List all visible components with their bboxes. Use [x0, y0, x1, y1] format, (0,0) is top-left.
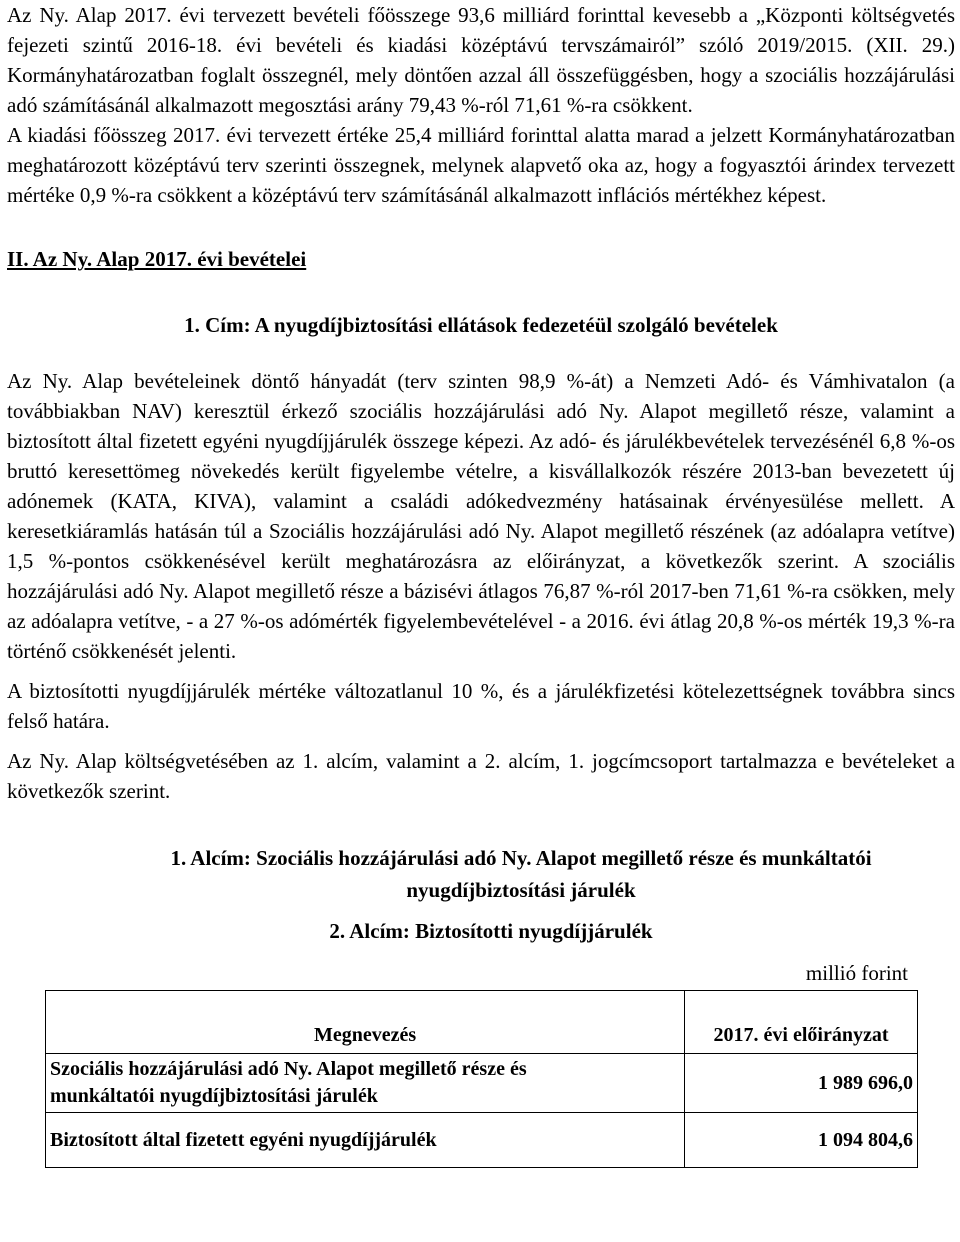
- subtitle-heading-1-line2: nyugdíjbiztosítási járulék: [406, 878, 636, 902]
- paragraph-expenditure-total: A kiadási főösszeg 2017. évi tervezett értéke 25,4 milliárd forinttal alatta marad a jelzett Kormányhatározatban meghatározott középtávú terv szerinti összegnek, melynek alapvető oka az, hogy a fogyasztói árindex tervezett mértéke 0,9 %-ra csökkent a középtávú terv számításánál alkalmazott inflációs mértékhez képest.: [7, 123, 955, 207]
- paragraph-revenue-structure: Az Ny. Alap bevételeinek döntő hányadát (terv szinten 98,9 %-át) a Nemzeti Adó- és Vámhivatalon (a továbbiakban NAV) keresztül érkező szociális hozzájárulási adó Ny. Alapot megillető része, valamint a biztosított által fizetett egyéni nyugdíjjárulék összege képezi. Az adó- és járulékbevételek tervezésénél 6,8 %-os bruttó keresettömeg növekedés került figyelembe vételre, a kisvállalkozók részére 2013-ban bevezetett új adónemek (KATA, KIVA), valamint a családi adókedvezmény hatásainak érvényesülése mellett. A keresetkiáramlás hatásán túl a Szociális hozzájárulási adó Ny. Alapot megillető részének (az adóalapra vetítve) 1,5 %-pontos csökkenésével került meghatározásra az előirányzat, a következők szerint. A szociális hozzájárulási adó Ny. Alapot megillető része a bázisévi átlagos 76,87 %-ról 2017-ben 71,61 %-ra csökken, mely az adóalapra vetítve, - a 27 %-os adómérték figyelembevételével - a 2016. évi átlag 20,8 %-os mérték 19,3 %-ra történő csökkenését jelenti.: [7, 369, 955, 663]
- row-name-cell: [46, 1054, 685, 1113]
- subtitle-heading-1-line1: 1. Alcím: Szociális hozzájárulási adó Ny. Alapot megillető része és munkáltatói: [170, 846, 872, 870]
- section-heading: II. Az Ny. Alap 2017. évi bevételei: [7, 247, 307, 271]
- row-value-cell: 1 094 804,6: [685, 1113, 918, 1168]
- paragraph-contribution-rate: A biztosítotti nyugdíjjárulék mértéke változatlanul 10 %, és a járulékfizetési kötelezettségnek továbbra sincs felső határa.: [7, 679, 955, 733]
- column-header-appropriation: 2017. évi előirányzat: [685, 991, 918, 1054]
- budget-table: [45, 990, 918, 1168]
- table-row: [46, 1113, 918, 1168]
- row-value-cell: 1 989 696,0: [685, 1054, 918, 1113]
- row-name-line: Szociális hozzájárulási adó Ny. Alapot megillető része és: [50, 1058, 527, 1080]
- row-name-line: munkáltatói nyugdíjbiztosítási járulék: [50, 1085, 378, 1107]
- table-header-row: [46, 991, 918, 1054]
- table-unit-label: millió forint: [805, 961, 908, 985]
- paragraph-budget-reference: Az Ny. Alap költségvetésében az 1. alcím, valamint a 2. alcím, 1. jogcímcsoport tartalmazza e bevételeket a következők szerint.: [7, 749, 955, 803]
- subtitle-heading-2: 2. Alcím: Biztosítotti nyugdíjjárulék: [329, 919, 653, 943]
- table-row: [46, 1054, 918, 1113]
- paragraph-revenue-total: Az Ny. Alap 2017. évi tervezett bevételi főösszege 93,6 milliárd forinttal kevesebb a „Központi költségvetés fejezeti szintű 2016-18. évi bevételi és kiadási középtávú tervszámairól” szóló 2019/2015. (XII. 29.) Kormányhatározatban foglalt összegnél, mely döntően azzal áll összefüggésben, hogy a szociális hozzájárulási adó számításánál alkalmazott megosztási arány 79,43 %-ról 71,61 %-ra csökkent.: [7, 3, 955, 117]
- title-heading: 1. Cím: A nyugdíjbiztosítási ellátások fedezetéül szolgáló bevételek: [184, 313, 778, 337]
- document-page: [7, 0, 955, 1168]
- subtitle-heading-1: [7, 842, 955, 906]
- column-header-name: Megnevezés: [46, 991, 685, 1054]
- row-name-cell: Biztosított által fizetett egyéni nyugdíjjárulék: [46, 1113, 685, 1168]
